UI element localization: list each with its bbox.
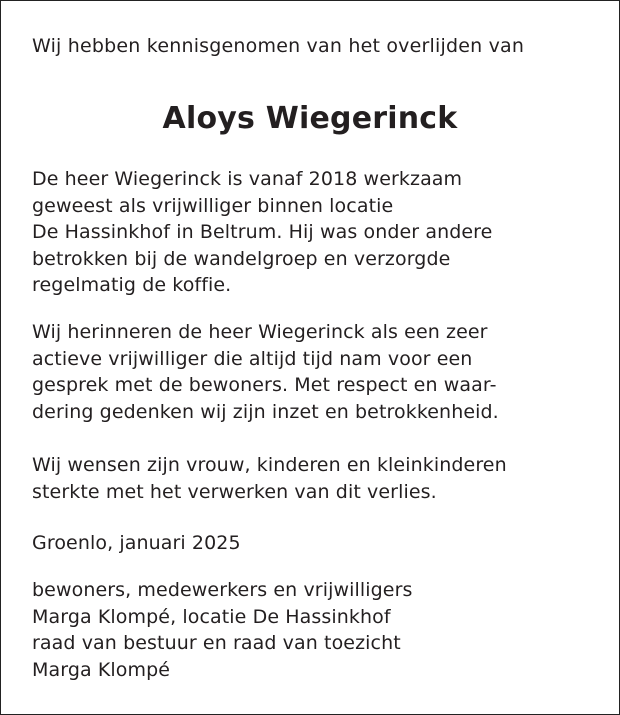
place-date-text: Groenlo, januari 2025 [32, 532, 241, 554]
text-line: geweest als vrijwilliger binnen locatie [32, 194, 394, 217]
signature-line: Marga Klompé [32, 658, 171, 681]
text-line: De Hassinkhof in Beltrum. Hij was onder andere [32, 221, 493, 243]
signatures [32, 577, 602, 683]
text-line: dering gedenken wij zijn inzet en betrokkenheid. [32, 400, 499, 423]
text-line: gesprek met de bewoners. Met respect en waar- [32, 374, 497, 396]
text-line: betrokken bij de wandelgroep en verzorgde [32, 247, 451, 270]
signature-line: Marga Klompé, locatie De Hassinkhof [32, 605, 391, 628]
paragraph-service [32, 166, 602, 299]
paragraph-condolences [32, 452, 602, 505]
paragraph-remembrance [32, 319, 602, 425]
text-line: sterkte met het verwerken van dit verlies. [32, 480, 437, 503]
intro-text: Wij hebben kennisgenomen van het overlijden van [32, 35, 525, 57]
signature-line: raad van bestuur en raad van toezicht [32, 632, 401, 654]
text-line: actieve vrijwilliger die altijd tijd nam voor een [32, 347, 473, 370]
place-date [32, 530, 602, 557]
text-line: Wij herinneren de heer Wiegerinck als een zeer [32, 321, 488, 343]
text-line: regelmatig de koffie. [32, 274, 232, 296]
signature-line: bewoners, medewerkers en vrijwilligers [32, 579, 413, 601]
text-line: Wij wensen zijn vrouw, kinderen en kleinkinderen [32, 454, 507, 476]
text-line: De heer Wiegerinck is vanaf 2018 werkzaam [32, 168, 463, 190]
deceased-name: Aloys Wiegerinck [162, 101, 458, 136]
